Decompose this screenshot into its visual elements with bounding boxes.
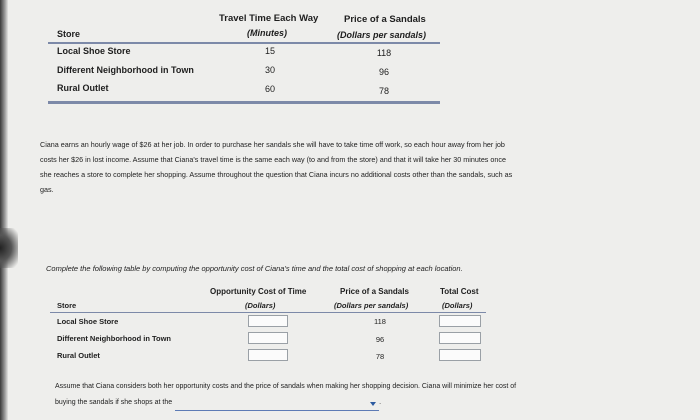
t1-row-store: Different Neighborhood in Town xyxy=(57,65,194,75)
paragraph-line: gas. xyxy=(40,185,54,194)
table-instruction: Complete the following table by computing the opportunity cost of Ciana's time and the total cost of shopping at each location. xyxy=(46,264,463,273)
t2-col-price-unit: (Dollars per sandals) xyxy=(334,301,409,310)
t1-row-store: Rural Outlet xyxy=(57,83,109,93)
decision-question xyxy=(55,379,655,411)
t2-col-opp-unit: (Dollars) xyxy=(245,301,276,310)
t2-row-price: 118 xyxy=(374,317,386,326)
t1-row-time: 15 xyxy=(264,46,275,56)
photo-edge-object xyxy=(0,228,18,268)
t2-col-price-header: Price of a Sandals xyxy=(340,287,409,296)
opportunity-cost-input[interactable] xyxy=(248,315,288,327)
t1-row-price: 96 xyxy=(378,67,389,77)
t1-row-time: 60 xyxy=(264,84,275,94)
t1-header-rule xyxy=(48,42,440,44)
question-line: buying the sandals if she shops at the xyxy=(55,399,173,406)
t1-row-time: 30 xyxy=(264,65,275,75)
t1-col-price-unit: (Dollars per sandals) xyxy=(337,30,427,40)
t1-col-store-header: Store xyxy=(57,29,81,39)
t1-col-time-header: Travel Time Each Way xyxy=(219,13,319,24)
t1-row-price: 78 xyxy=(378,86,389,96)
total-cost-input[interactable] xyxy=(439,332,481,344)
paragraph-line: costs her $26 in lost income. Assume that Ciana's travel time is the same each way (to and from the store) and that it will take her 30 minutes once xyxy=(40,155,506,164)
t2-row-store: Rural Outlet xyxy=(57,351,100,360)
t2-col-opp-header: Opportunity Cost of Time xyxy=(210,287,307,296)
opportunity-cost-input[interactable] xyxy=(248,349,288,361)
question-line: Assume that Ciana considers both her opportunity costs and the price of sandals when making her shopping decision. Ciana will minimize her cost of xyxy=(55,383,517,390)
t2-row-price: 96 xyxy=(375,335,385,344)
t2-col-total-unit: (Dollars) xyxy=(442,301,473,310)
t2-col-total-header: Total Cost xyxy=(440,287,479,296)
total-cost-input[interactable] xyxy=(439,349,481,361)
question-end: . xyxy=(379,399,382,406)
t2-header-rule xyxy=(50,312,486,313)
t2-row-price: 78 xyxy=(375,352,385,361)
t1-bottom-rule xyxy=(48,101,440,104)
store-dropdown[interactable] xyxy=(175,399,382,411)
t1-col-price-header: Price of a Sandals xyxy=(344,14,426,25)
opportunity-cost-input[interactable] xyxy=(248,332,288,344)
t2-row-store: Local Shoe Store xyxy=(57,317,119,326)
t1-row-price: 118 xyxy=(376,48,392,58)
t2-row-store: Different Neighborhood in Town xyxy=(57,334,172,343)
paragraph-line: Ciana earns an hourly wage of $26 at her job. In order to purchase her sandals she will have to take time off work, so each hour away from her job xyxy=(40,140,505,149)
photo-edge-shadow xyxy=(0,0,8,420)
caret-down-icon[interactable] xyxy=(370,402,376,406)
t1-col-time-unit: (Minutes) xyxy=(247,28,287,38)
t2-col-store-header: Store xyxy=(57,301,77,310)
total-cost-input[interactable] xyxy=(439,315,481,327)
t1-row-store: Local Shoe Store xyxy=(57,46,131,56)
problem-paragraph xyxy=(40,137,660,197)
paragraph-line: she reaches a store to complete her shopping. Assume throughout the question that Ciana incurs no additional costs other than the sandals, such as xyxy=(40,170,513,179)
